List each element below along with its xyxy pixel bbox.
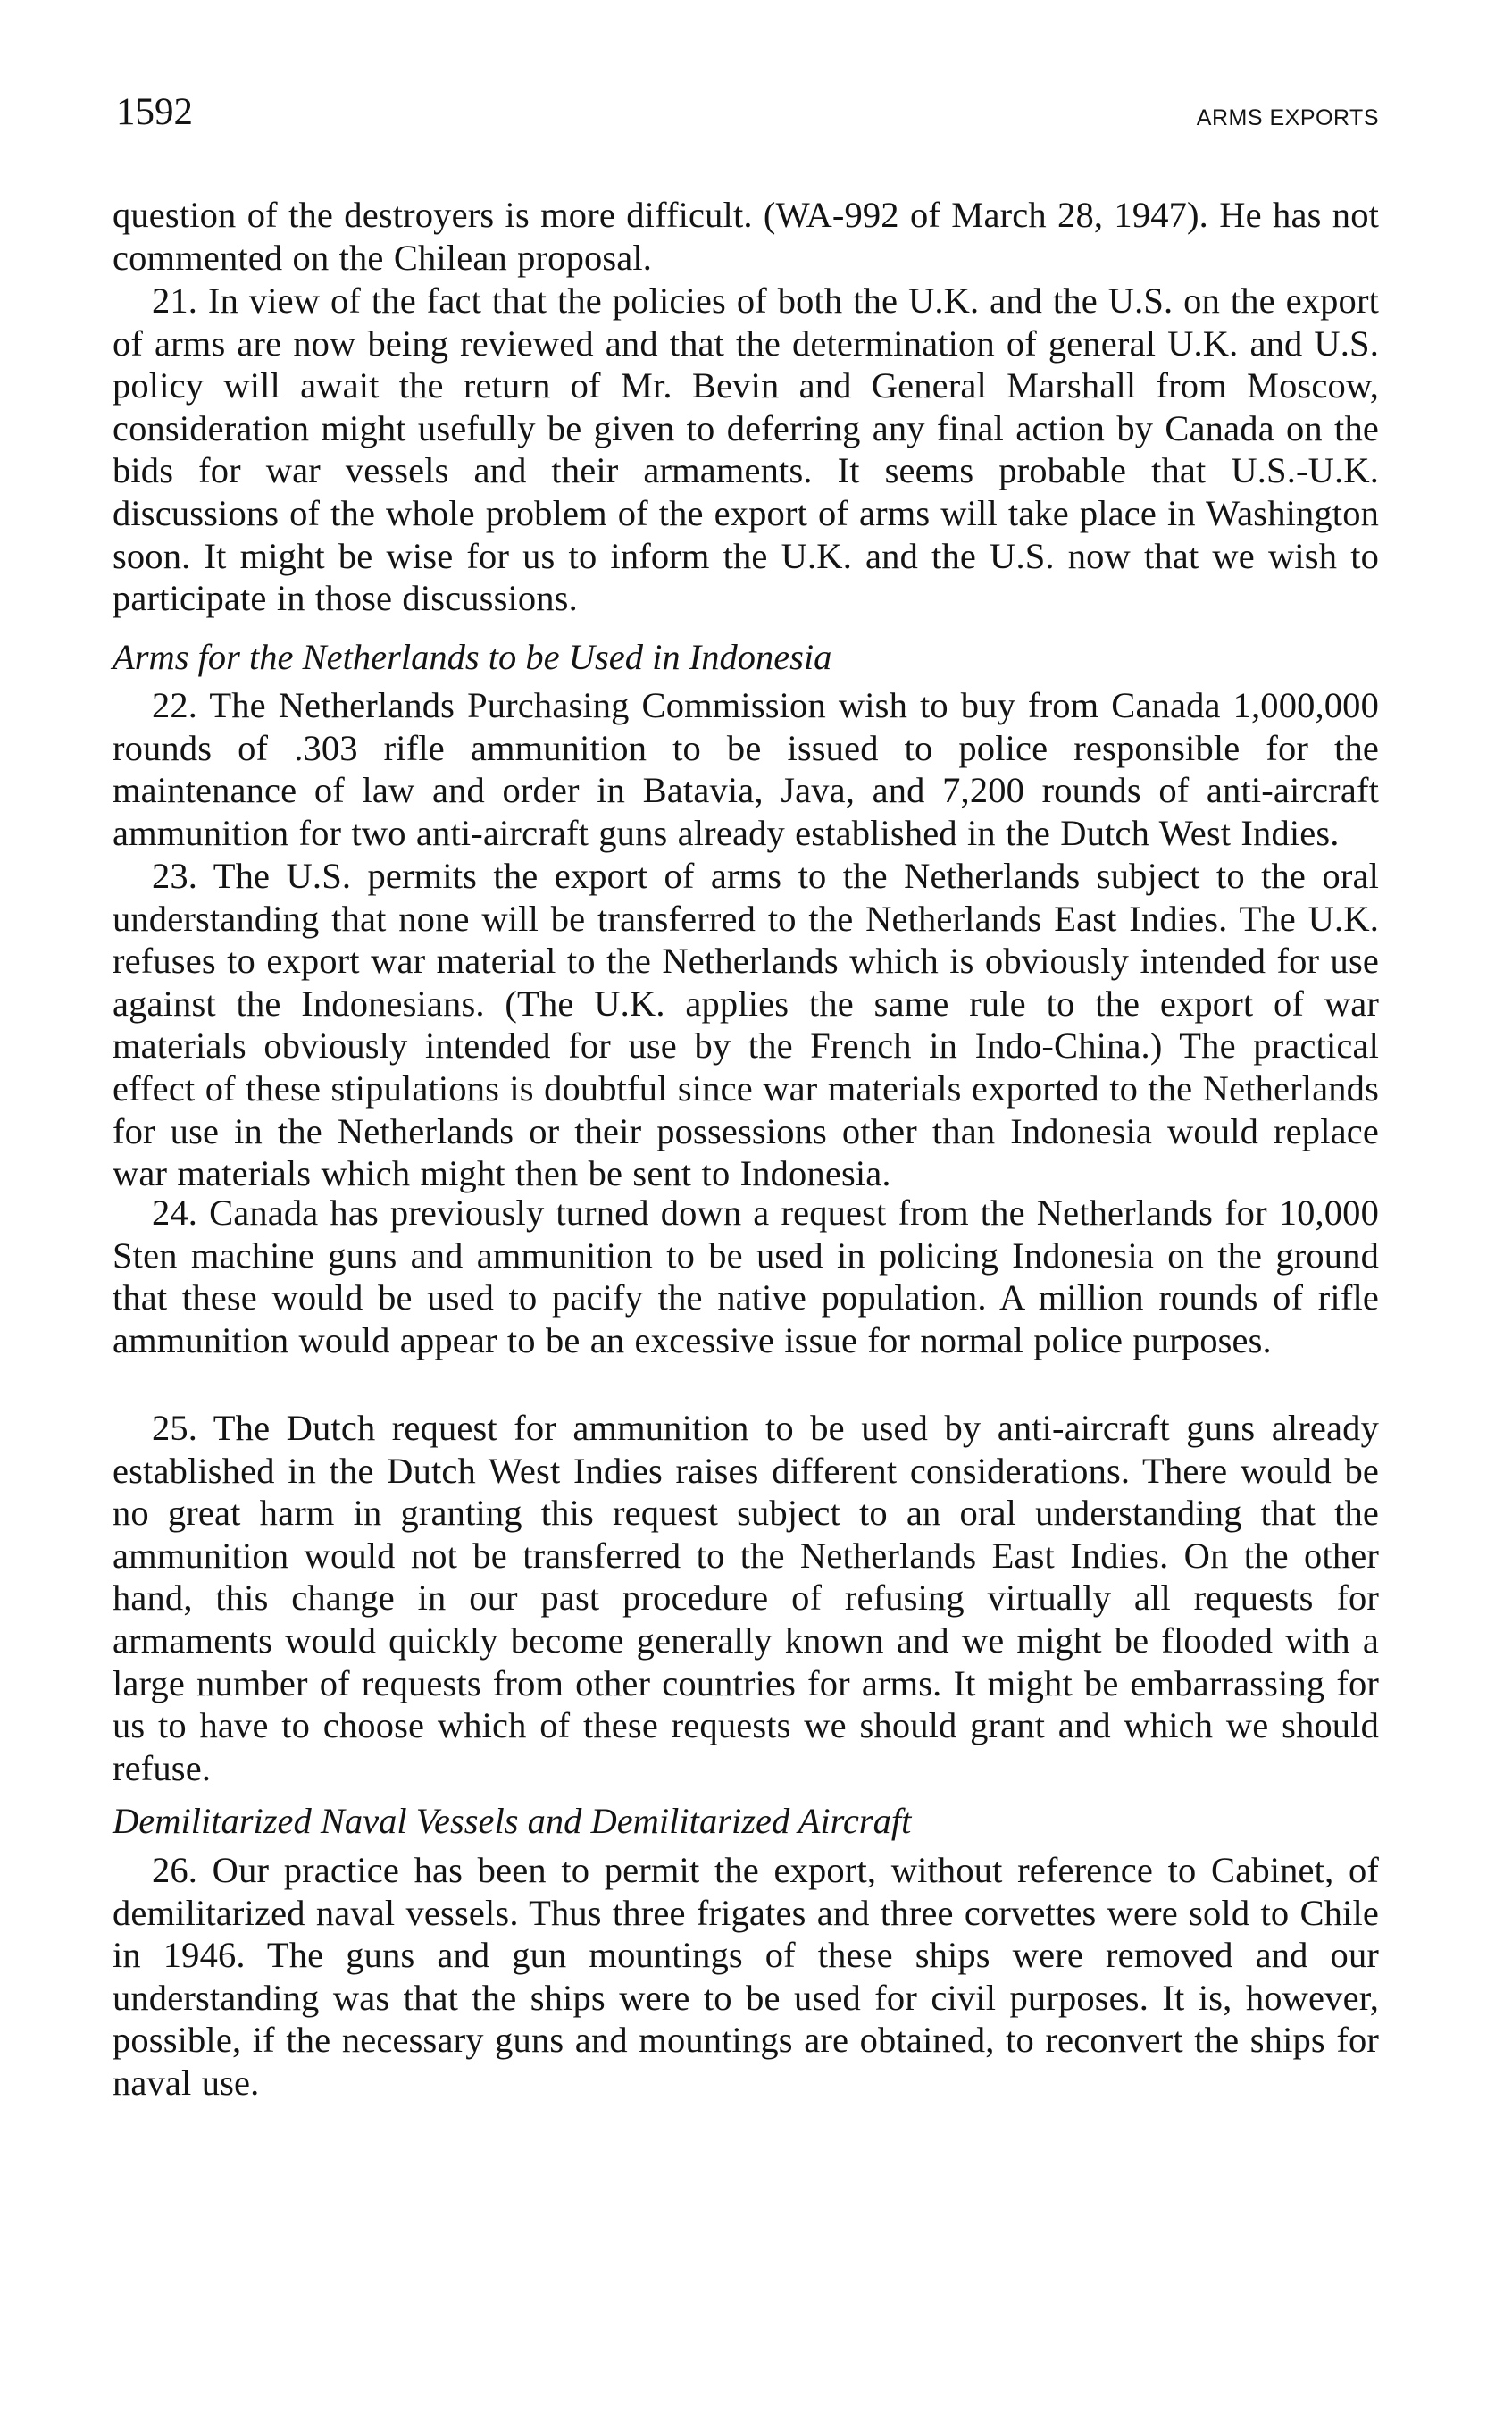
paragraph-23: 23. The U.S. permits the export of arms to the Netherlands subject to the oral understanding that none will be transferred to the Netherlands East Indies. The U.K. refuses to export war material to the Netherlands which is obviously intended for use against the Indonesians. (The U.K. applies the same rule to the export of war materials obviously intended for use by the French in Indo-China.) The practical effect of these stipulations is doubtful since war materials exported to the Netherlands for use in the Netherlands or their possessions other than Indonesia would replace war materials which might then be sent to Indonesia.: [113, 856, 1379, 1194]
paragraph-22: 22. The Netherlands Purchasing Commission wish to buy from Canada 1,000,000 rounds of .303 rifle ammunition to be issued to police responsible for the maintenance of law and order in Batavia, Java, and 7,200 rounds of anti-aircraft ammunition for two anti-aircraft guns already established in the Dutch West Indies.: [113, 685, 1379, 853]
section-heading-demilitarized: Demilitarized Naval Vessels and Demilitarized Aircraft: [113, 1801, 912, 1841]
paragraph-26: 26. Our practice has been to permit the export, without reference to Cabinet, of demilitarized naval vessels. Thus three frigates and three corvettes were sold to Chile in 1946. The guns and gun mountings of these ships were removed and our understanding was that the ships were to be used for civil purposes. It is, however, possible, if the necessary guns and mountings are obtained, to reconvert the ships for naval use.: [113, 1850, 1379, 2103]
page-number: 1592: [116, 91, 193, 133]
section-heading-netherlands: Arms for the Netherlands to be Used in Indonesia: [113, 637, 832, 677]
paragraph-25: 25. The Dutch request for ammunition to be used by anti-aircraft guns already established in the Dutch West Indies raises different considerations. There would be no great harm in granting this request subject to an oral understanding that the ammunition would not be transferred to the Netherlands East Indies. On the other hand, this change in our past procedure of refusing virtually all requests for armaments would quickly become generally known and we might be flooded with a large number of requests from other countries for arms. It might be embarrassing for us to have to choose which of these requests we should grant and which we should refuse.: [113, 1408, 1379, 1788]
paragraph-24: 24. Canada has previously turned down a request from the Netherlands for 10,000 Sten machine guns and ammunition to be used in policing Indonesia on the ground that these would be used to pacify the native population. A million rounds of rifle ammunition would appear to be an excessive issue for normal police purposes.: [113, 1192, 1379, 1360]
running-head: ARMS EXPORTS: [1196, 105, 1379, 130]
paragraph-21: 21. In view of the fact that the policies of both the U.K. and the U.S. on the export of arms are now being reviewed and that the determination of general U.K. and U.S. policy will await the return of Mr. Bevin and General Marshall from Moscow, consideration might usefully be given to deferring any final action by Canada on the bids for war vessels and their armaments. It seems probable that U.S.-U.K. discussions of the whole problem of the export of arms will take place in Washington soon. It might be wise for us to inform the U.K. and the U.S. now that we wish to participate in those discussions.: [113, 280, 1379, 619]
paragraph-20-continued: question of the destroyers is more difficult. (WA-992 of March 28, 1947). He has not commented on the Chilean proposal.: [113, 195, 1379, 278]
